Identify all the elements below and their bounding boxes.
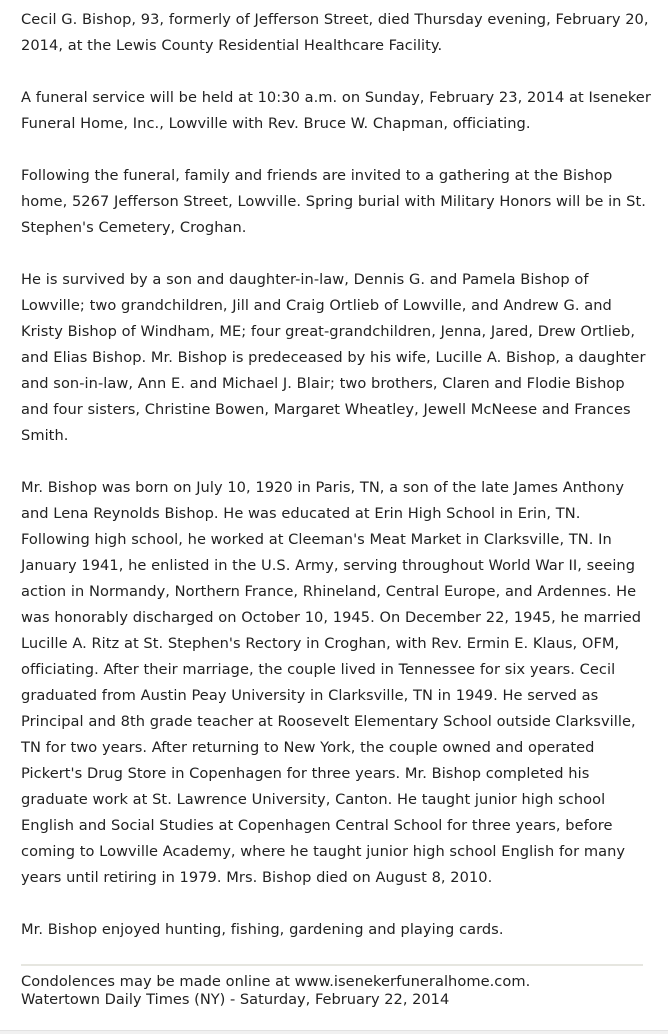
obituary-paragraph-gathering-burial: Following the funeral, family and friends are invited to a gathering at the Bishop home, 5267 Jefferson Street, Lowville. Spring burial with Military Honors will be in St. Stephen's Cemetery, Croghan. [21,167,646,236]
obituary-paragraph-death-notice: Cecil G. Bishop, 93, formerly of Jefferson Street, died Thursday evening, February 20, 2014, at the Lewis County Residential Healthcare Facility. [21,11,649,54]
section-divider [21,964,643,966]
obituary-paragraph-hobbies: Mr. Bishop enjoyed hunting, fishing, gardening and playing cards. [21,921,504,938]
publication-source-line: Watertown Daily Times (NY) - Saturday, February 22, 2014 [21,991,450,1008]
obituary-article [21,7,651,1021]
obituary-paragraph-biography: Mr. Bishop was born on July 10, 1920 in Paris, TN, a son of the late James Anthony and Lena Reynolds Bishop. He was educated at Erin High School in Erin, TN. Following high school, he worked at Cleeman's Meat Market in Clarksville, TN. In January 1941, he enlisted in the U.S. Army, serving throughout World War II, seeing action in Normandy, Northern France, Rhineland, Central Europe, and Ardennes. He was honorably discharged on October 10, 1945. On December 22, 1945, he married Lucille A. Ritz at St. Stephen's Rectory in Croghan, with Rev. Ermin E. Klaus, OFM, officiating. After their marriage, the couple lived in Tennessee for six years. Cecil graduated from Austin Peay University in Clarksville, TN in 1949. He served as Principal and 8th grade teacher at Roosevelt Elementary School outside Clarksville, TN for two years. After returning to New York, the couple owned and operated Pickert's Drug Store in Copenhagen for three years. Mr. Bishop completed his graduate work at St. Lawrence University, Canton. He taught junior high school English and Social Studies at Copenhagen Central School for three years, before coming to Lowville Academy, where he taught junior high school English for many years until retiring in 1979. Mrs. Bishop died on August 8, 2010. [21,479,642,886]
obituary-paragraph-survivors: He is survived by a son and daughter-in-law, Dennis G. and Pamela Bishop of Lowville; two grandchildren, Jill and Craig Ortlieb of Lowville, and Andrew G. and Kristy Bishop of Windham, ME; four great-grandchildren, Jenna, Jared, Drew Ortlieb, and Elias Bishop. Mr. Bishop is predeceased by his wife, Lucille A. Bishop, a daughter and son-in-law, Ann E. and Michael J. Blair; two brothers, Claren and Flodie Bishop and four sisters, Christine Bowen, Margaret Wheatley, Jewell McNeese and Frances Smith. [21,271,646,444]
page-bottom-border [0,1030,668,1034]
obituary-paragraph-condolences: Condolences may be made online at www.isenekerfuneralhome.com. [21,973,531,990]
obituary-paragraph-funeral-service: A funeral service will be held at 10:30 a.m. on Sunday, February 23, 2014 at Iseneker Funeral Home, Inc., Lowville with Rev. Bruce W. Chapman, officiating. [21,89,651,132]
